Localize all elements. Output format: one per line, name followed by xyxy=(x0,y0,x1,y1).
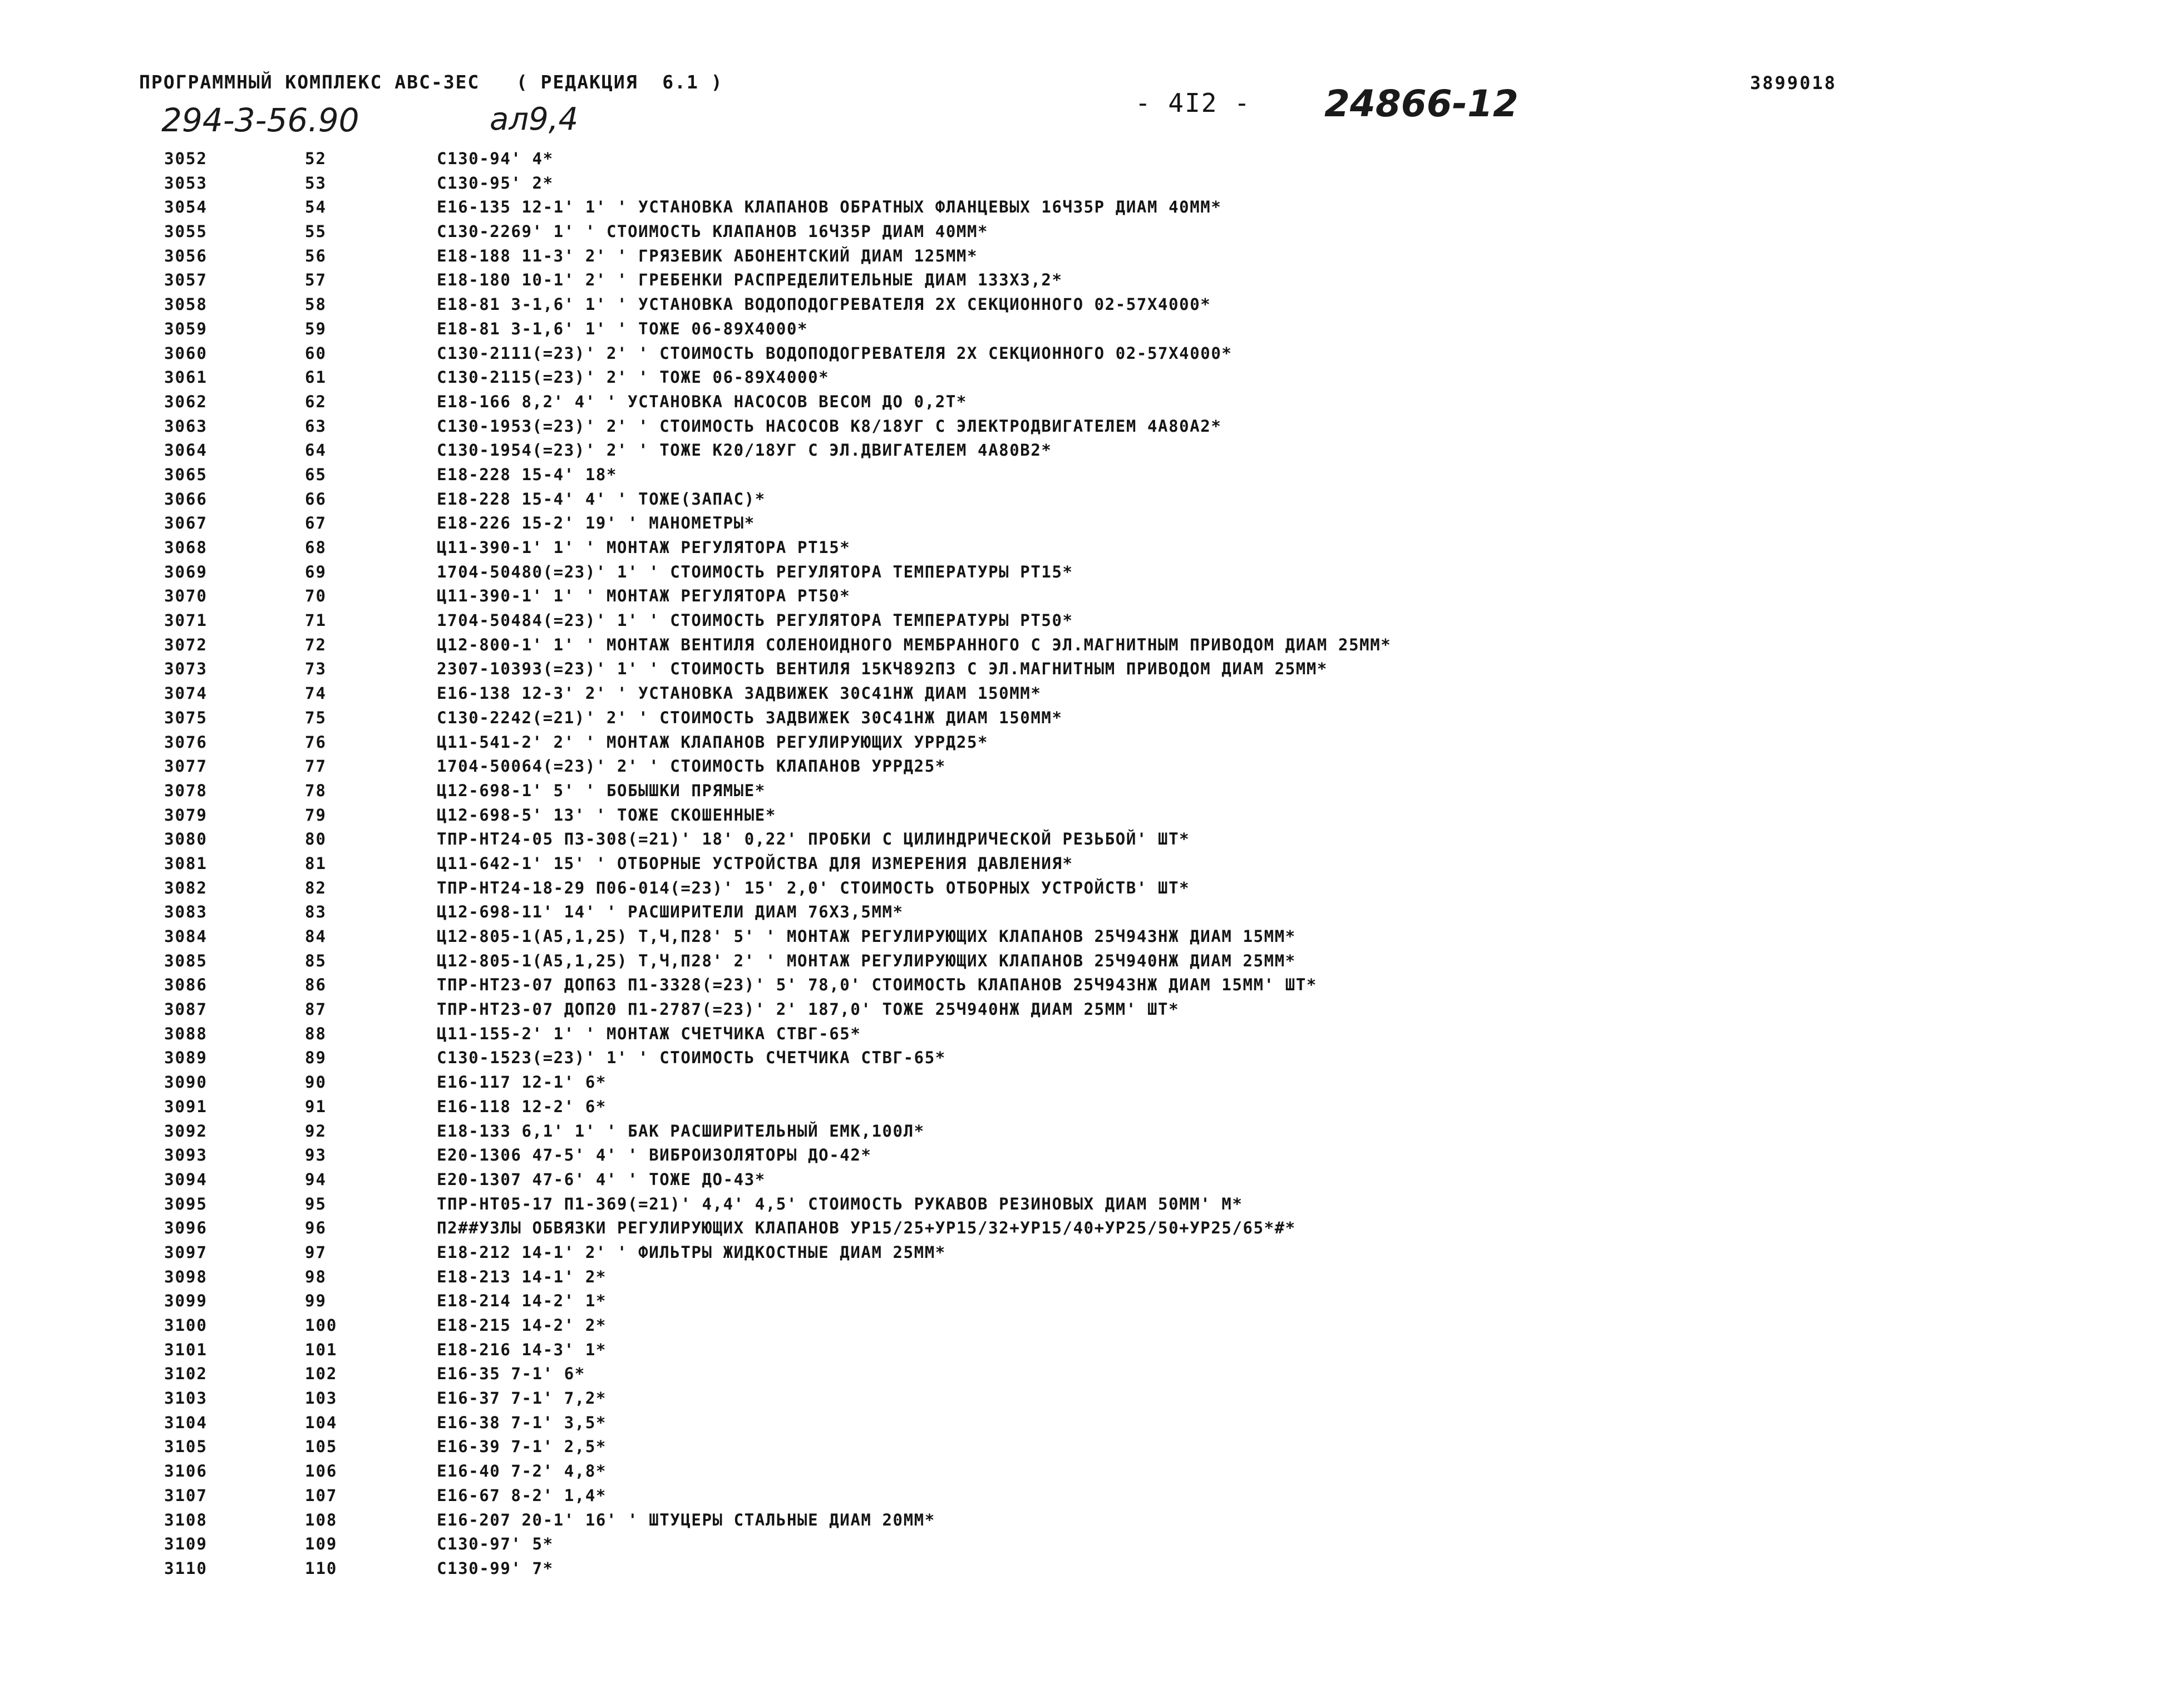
row-number: 3081 xyxy=(164,853,208,873)
row-number: 3054 xyxy=(164,198,208,217)
row-index: 60 xyxy=(305,343,327,363)
row-number: 3087 xyxy=(164,1000,208,1019)
listing-row xyxy=(0,754,2169,779)
row-text: Ц11-642-1' 15' ' ОТБОРНЫЕ УСТРОЙСТВА ДЛЯ ИЗМЕРЕНИЯ ДАВЛЕНИЯ* xyxy=(437,853,1073,873)
row-number: 3088 xyxy=(164,1024,208,1043)
row-text: Е18-228 15-4' 4' ' ТОЖЕ(ЗАПАС)* xyxy=(437,489,766,509)
row-text: Ц11-390-1' 1' ' МОНТАЖ РЕГУЛЯТОРА РТ50* xyxy=(437,586,851,606)
row-index: 68 xyxy=(305,538,327,557)
row-index: 93 xyxy=(305,1146,327,1165)
listing-row xyxy=(0,438,2169,463)
listing-row xyxy=(0,511,2169,536)
row-number: 3080 xyxy=(164,830,208,849)
row-number: 3101 xyxy=(164,1340,208,1359)
row-text: Е18-226 15-2' 19' ' МАНОМЕТРЫ* xyxy=(437,514,755,533)
listing-row xyxy=(0,1338,2169,1363)
row-text: Е18-216 14-3' 1* xyxy=(437,1340,607,1359)
listing-row xyxy=(0,779,2169,803)
row-index: 55 xyxy=(305,222,327,241)
row-text: Е16-39 7-1' 2,5* xyxy=(437,1437,607,1457)
row-number: 3076 xyxy=(164,732,208,752)
row-index: 105 xyxy=(305,1437,338,1457)
row-index: 96 xyxy=(305,1218,327,1238)
row-index: 89 xyxy=(305,1048,327,1068)
row-text: Е20-1306 47-5' 4' ' ВИБРОИЗОЛЯТОРЫ ДО-42* xyxy=(437,1146,872,1165)
row-index: 94 xyxy=(305,1169,327,1189)
row-text: Е20-1307 47-6' 4' ' ТОЖЕ ДО-43* xyxy=(437,1169,766,1189)
row-text: Ц11-155-2' 1' ' МОНТАЖ СЧЕТЧИКА СТВГ-65* xyxy=(437,1024,861,1043)
row-index: 108 xyxy=(305,1510,338,1529)
row-text: Е18-213 14-1' 2* xyxy=(437,1267,607,1286)
listing-rows xyxy=(0,147,2169,1581)
listing-row xyxy=(0,1192,2169,1217)
row-number: 3053 xyxy=(164,173,208,192)
listing-row xyxy=(0,949,2169,974)
listing-row xyxy=(0,1557,2169,1581)
row-number: 3109 xyxy=(164,1534,208,1554)
document-code: 3899018 xyxy=(1750,72,1837,93)
row-text: 1704-50484(=23)' 1' ' СТОИМОСТЬ РЕГУЛЯТОРА ТЕМПЕРАТУРЫ РТ50* xyxy=(437,611,1073,630)
program-title: ПРОГРАММНЫЙ КОМПЛЕКС АВС-3ЕС ( РЕДАКЦИЯ 6.1 ) xyxy=(139,71,723,93)
listing-row xyxy=(0,414,2169,439)
row-number: 3055 xyxy=(164,222,208,241)
row-index: 86 xyxy=(305,975,327,995)
listing-row xyxy=(0,803,2169,828)
row-number: 3077 xyxy=(164,757,208,776)
row-index: 97 xyxy=(305,1242,327,1262)
listing-row xyxy=(0,1143,2169,1168)
row-index: 64 xyxy=(305,441,327,460)
row-number: 3071 xyxy=(164,611,208,630)
listing-row xyxy=(0,1314,2169,1338)
row-number: 3058 xyxy=(164,295,208,314)
row-number: 3082 xyxy=(164,878,208,897)
row-text: Е18-81 3-1,6' 1' ' УСТАНОВКА ВОДОПОДОГРЕВАТЕЛЯ 2Х СЕКЦИОННОГО 02-57Х4000* xyxy=(437,295,1211,314)
row-number: 3092 xyxy=(164,1121,208,1141)
listing-row xyxy=(0,1386,2169,1411)
listing-row xyxy=(0,1241,2169,1265)
listing-row xyxy=(0,900,2169,925)
row-text: 1704-50480(=23)' 1' ' СТОИМОСТЬ РЕГУЛЯТОРА ТЕМПЕРАТУРЫ РТ15* xyxy=(437,562,1073,581)
listing-row xyxy=(0,657,2169,682)
row-index: 101 xyxy=(305,1340,338,1359)
listing-row xyxy=(0,487,2169,512)
row-text: Е16-67 8-2' 1,4* xyxy=(437,1485,607,1505)
row-number: 3060 xyxy=(164,343,208,363)
listing-row xyxy=(0,1046,2169,1070)
row-number: 3068 xyxy=(164,538,208,557)
listing-row xyxy=(0,171,2169,196)
row-text: Ц12-805-1(А5,1,25) Т,Ч,П28' 2' ' МОНТАЖ РЕГУЛИРУЮЩИХ КЛАПАНОВ 25Ч940НЖ ДИАМ 25ММ* xyxy=(437,951,1296,970)
row-text: Е18-180 10-1' 2' ' ГРЕБЕНКИ РАСПРЕДЕЛИТЕЛЬНЫЕ ДИАМ 133Х3,2* xyxy=(437,270,1063,290)
row-number: 3079 xyxy=(164,805,208,825)
listing-row xyxy=(0,195,2169,220)
row-number: 3093 xyxy=(164,1146,208,1165)
row-text: Ц11-541-2' 2' ' МОНТАЖ КЛАПАНОВ РЕГУЛИРУЮЩИХ УРРД25* xyxy=(437,732,989,752)
listing-row xyxy=(0,1435,2169,1459)
row-text: С130-2115(=23)' 2' ' ТОЖЕ 06-89Х4000* xyxy=(437,368,830,387)
handwritten-reference: 294-3-56.90 xyxy=(161,101,359,139)
listing-row xyxy=(0,244,2169,269)
row-index: 104 xyxy=(305,1413,338,1432)
row-number: 3074 xyxy=(164,684,208,703)
listing-row xyxy=(0,317,2169,342)
row-text: Е16-207 20-1' 16' ' ШТУЦЕРЫ СТАЛЬНЫЕ ДИАМ 20ММ* xyxy=(437,1510,935,1529)
listing-row xyxy=(0,1095,2169,1119)
row-index: 90 xyxy=(305,1073,327,1092)
row-text: Е16-38 7-1' 3,5* xyxy=(437,1413,607,1432)
handwritten-sheet: ал9,4 xyxy=(490,101,579,137)
row-index: 73 xyxy=(305,659,327,679)
row-number: 3108 xyxy=(164,1510,208,1529)
row-number: 3086 xyxy=(164,975,208,995)
row-text: С130-2269' 1' ' СТОИМОСТЬ КЛАПАНОВ 16Ч35Р ДИАМ 40ММ* xyxy=(437,222,989,241)
row-index: 72 xyxy=(305,635,327,654)
row-text: С130-1523(=23)' 1' ' СТОИМОСТЬ СЧЕТЧИКА СТВГ-65* xyxy=(437,1048,946,1068)
row-index: 74 xyxy=(305,684,327,703)
row-text: Е18-214 14-2' 1* xyxy=(437,1291,607,1311)
row-index: 76 xyxy=(305,732,327,752)
row-index: 75 xyxy=(305,708,327,727)
row-text: Е16-118 12-2' 6* xyxy=(437,1097,607,1116)
row-index: 102 xyxy=(305,1364,338,1384)
row-text: 1704-50064(=23)' 2' ' СТОИМОСТЬ КЛАПАНОВ УРРД25* xyxy=(437,757,946,776)
row-index: 84 xyxy=(305,927,327,946)
row-number: 3096 xyxy=(164,1218,208,1238)
row-index: 52 xyxy=(305,149,327,168)
listing-row xyxy=(0,1508,2169,1533)
row-number: 3073 xyxy=(164,659,208,679)
row-index: 83 xyxy=(305,902,327,922)
row-number: 3083 xyxy=(164,902,208,922)
listing-row xyxy=(0,1168,2169,1192)
row-text: Ц11-390-1' 1' ' МОНТАЖ РЕГУЛЯТОРА РТ15* xyxy=(437,538,851,557)
row-index: 71 xyxy=(305,611,327,630)
row-text: С130-2111(=23)' 2' ' СТОИМОСТЬ ВОДОПОДОГРЕВАТЕЛЯ 2Х СЕКЦИОННОГО 02-57Х4000* xyxy=(437,343,1233,363)
listing-row xyxy=(0,1265,2169,1290)
row-index: 78 xyxy=(305,781,327,800)
row-number: 3052 xyxy=(164,149,208,168)
row-index: 103 xyxy=(305,1389,338,1408)
listing-row xyxy=(0,560,2169,585)
row-index: 67 xyxy=(305,514,327,533)
row-index: 92 xyxy=(305,1121,327,1141)
row-number: 3066 xyxy=(164,489,208,509)
listing-row xyxy=(0,609,2169,633)
row-number: 3061 xyxy=(164,368,208,387)
row-index: 95 xyxy=(305,1194,327,1213)
row-index: 70 xyxy=(305,586,327,606)
row-text: С130-99' 7* xyxy=(437,1558,554,1578)
row-text: Е16-117 12-1' 6* xyxy=(437,1073,607,1092)
listing-row xyxy=(0,925,2169,949)
row-text: Е18-188 11-3' 2' ' ГРЯЗЕВИК АБОНЕНТСКИЙ ДИАМ 125ММ* xyxy=(437,246,978,265)
row-number: 3091 xyxy=(164,1097,208,1116)
row-number: 3063 xyxy=(164,416,208,436)
row-number: 3105 xyxy=(164,1437,208,1457)
row-text: Ц12-805-1(А5,1,25) Т,Ч,П28' 5' ' МОНТАЖ РЕГУЛИРУЮЩИХ КЛАПАНОВ 25Ч943НЖ ДИАМ 15ММ* xyxy=(437,927,1296,946)
row-index: 57 xyxy=(305,270,327,290)
listing-row xyxy=(0,633,2169,658)
row-index: 79 xyxy=(305,805,327,825)
row-number: 3089 xyxy=(164,1048,208,1068)
row-index: 99 xyxy=(305,1291,327,1311)
row-number: 3103 xyxy=(164,1389,208,1408)
listing-row xyxy=(0,1411,2169,1435)
row-number: 3100 xyxy=(164,1316,208,1335)
row-index: 85 xyxy=(305,951,327,970)
row-number: 3084 xyxy=(164,927,208,946)
listing-row xyxy=(0,973,2169,998)
row-index: 59 xyxy=(305,319,327,338)
listing-row xyxy=(0,706,2169,730)
row-text: ТПР-НТ24-05 П3-308(=21)' 18' 0,22' ПРОБКИ С ЦИЛИНДРИЧЕСКОЙ РЕЗЬБОЙ' ШТ* xyxy=(437,830,1190,849)
row-text: Ц12-698-11' 14' ' РАСШИРИТЕЛИ ДИАМ 76Х3,5ММ* xyxy=(437,902,904,922)
row-number: 3078 xyxy=(164,781,208,800)
listing-row xyxy=(0,1022,2169,1046)
row-number: 3098 xyxy=(164,1267,208,1286)
row-number: 3059 xyxy=(164,319,208,338)
listing-row xyxy=(0,1119,2169,1144)
row-index: 110 xyxy=(305,1558,338,1578)
row-text: Е16-40 7-2' 4,8* xyxy=(437,1462,607,1481)
row-text: С130-97' 5* xyxy=(437,1534,554,1554)
row-text: Е16-135 12-1' 1' ' УСТАНОВКА КЛАПАНОВ ОБРАТНЫХ ФЛАНЦЕВЫХ 16Ч35Р ДИАМ 40ММ* xyxy=(437,198,1222,217)
row-text: С130-1954(=23)' 2' ' ТОЖЕ К20/18УГ С ЭЛ.ДВИГАТЕЛЕМ 4А80В2* xyxy=(437,441,1052,460)
listing-row xyxy=(0,147,2169,171)
row-number: 3090 xyxy=(164,1073,208,1092)
row-text: ТПР-НТ23-07 ДОП20 П1-2787(=23)' 2' 187,0' ТОЖЕ 25Ч940НЖ ДИАМ 25ММ' ШТ* xyxy=(437,1000,1180,1019)
listing-row xyxy=(0,536,2169,560)
row-index: 63 xyxy=(305,416,327,436)
listing-row xyxy=(0,876,2169,901)
row-text: С130-2242(=21)' 2' ' СТОИМОСТЬ ЗАДВИЖЕК 30С41НЖ ДИАМ 150ММ* xyxy=(437,708,1063,727)
page-number: - 4I2 - xyxy=(1135,88,1251,118)
row-index: 69 xyxy=(305,562,327,581)
listing-row xyxy=(0,463,2169,487)
listing-row xyxy=(0,366,2169,390)
row-index: 53 xyxy=(305,173,327,192)
row-text: Е16-37 7-1' 7,2* xyxy=(437,1389,607,1408)
listing-row xyxy=(0,1216,2169,1241)
row-number: 3072 xyxy=(164,635,208,654)
listing-row xyxy=(0,998,2169,1022)
row-index: 62 xyxy=(305,392,327,411)
row-text: Ц12-698-1' 5' ' БОБЫШКИ ПРЯМЫЕ* xyxy=(437,781,766,800)
row-index: 109 xyxy=(305,1534,338,1554)
listing-row xyxy=(0,342,2169,366)
row-text: Е18-228 15-4' 18* xyxy=(437,465,618,484)
row-index: 88 xyxy=(305,1024,327,1043)
row-number: 3106 xyxy=(164,1462,208,1481)
row-number: 3065 xyxy=(164,465,208,484)
listing-row xyxy=(0,220,2169,244)
row-text: Е18-133 6,1' 1' ' БАК РАСШИРИТЕЛЬНЫЙ ЕМК,100Л* xyxy=(437,1121,925,1141)
listing-row xyxy=(0,827,2169,852)
row-index: 66 xyxy=(305,489,327,509)
row-text: ТПР-НТ05-17 П1-369(=21)' 4,4' 4,5' СТОИМОСТЬ РУКАВОВ РЕЗИНОВЫХ ДИАМ 50ММ' М* xyxy=(437,1194,1243,1213)
row-number: 3095 xyxy=(164,1194,208,1213)
row-text: С130-95' 2* xyxy=(437,173,554,192)
listing-row xyxy=(0,1289,2169,1314)
row-index: 77 xyxy=(305,757,327,776)
row-number: 3062 xyxy=(164,392,208,411)
row-number: 3064 xyxy=(164,441,208,460)
row-index: 87 xyxy=(305,1000,327,1019)
row-index: 58 xyxy=(305,295,327,314)
row-number: 3075 xyxy=(164,708,208,727)
row-number: 3070 xyxy=(164,586,208,606)
row-index: 91 xyxy=(305,1097,327,1116)
row-index: 80 xyxy=(305,830,327,849)
row-index: 100 xyxy=(305,1316,338,1335)
row-text: 2307-10393(=23)' 1' ' СТОИМОСТЬ ВЕНТИЛЯ 15КЧ892П3 С ЭЛ.МАГНИТНЫМ ПРИВОДОМ ДИАМ 25ММ* xyxy=(437,659,1328,679)
listing-row xyxy=(0,390,2169,414)
row-number: 3056 xyxy=(164,246,208,265)
row-text: П2##УЗЛЫ ОБВЯЗКИ РЕГУЛИРУЮЩИХ КЛАПАНОВ УР15/25+УР15/32+УР15/40+УР25/50+УР25/65*#* xyxy=(437,1218,1296,1238)
listing-row xyxy=(0,852,2169,876)
row-number: 3094 xyxy=(164,1169,208,1189)
row-number: 3085 xyxy=(164,951,208,970)
row-number: 3110 xyxy=(164,1558,208,1578)
row-number: 3099 xyxy=(164,1291,208,1311)
listing-row xyxy=(0,584,2169,609)
row-text: ТПР-НТ23-07 ДОП63 П1-3328(=23)' 5' 78,0' СТОИМОСТЬ КЛАПАНОВ 25Ч943НЖ ДИАМ 15ММ' ШТ* xyxy=(437,975,1317,995)
listing-row xyxy=(0,293,2169,317)
listing-row xyxy=(0,730,2169,755)
listing-row xyxy=(0,1362,2169,1386)
listing-row xyxy=(0,1459,2169,1484)
row-index: 82 xyxy=(305,878,327,897)
listing-row xyxy=(0,1484,2169,1508)
row-text: С130-94' 4* xyxy=(437,149,554,168)
listing-row xyxy=(0,1532,2169,1557)
row-number: 3057 xyxy=(164,270,208,290)
row-index: 61 xyxy=(305,368,327,387)
listing-row xyxy=(0,268,2169,293)
row-text: ТПР-НТ24-18-29 П06-014(=23)' 15' 2,0' СТОИМОСТЬ ОТБОРНЫХ УСТРОЙСТВ' ШТ* xyxy=(437,878,1190,897)
row-index: 65 xyxy=(305,465,327,484)
row-text: Ц12-698-5' 13' ' ТОЖЕ СКОШЕННЫЕ* xyxy=(437,805,776,825)
row-number: 3102 xyxy=(164,1364,208,1384)
row-index: 106 xyxy=(305,1462,338,1481)
row-text: Ц12-800-1' 1' ' МОНТАЖ ВЕНТИЛЯ СОЛЕНОИДНОГО МЕМБРАННОГО С ЭЛ.МАГНИТНЫМ ПРИВОДОМ ДИАМ 25ММ* xyxy=(437,635,1392,654)
handwritten-number: 24866-12 xyxy=(1324,82,1519,125)
row-text: Е18-212 14-1' 2' ' ФИЛЬТРЫ ЖИДКОСТНЫЕ ДИАМ 25ММ* xyxy=(437,1242,946,1262)
row-index: 81 xyxy=(305,853,327,873)
row-index: 107 xyxy=(305,1485,338,1505)
row-text: С130-1953(=23)' 2' ' СТОИМОСТЬ НАСОСОВ К8/18УГ С ЭЛЕКТРОДВИГАТЕЛЕМ 4А80А2* xyxy=(437,416,1222,436)
row-text: Е18-81 3-1,6' 1' ' ТОЖЕ 06-89Х4000* xyxy=(437,319,809,338)
row-number: 3107 xyxy=(164,1485,208,1505)
row-number: 3104 xyxy=(164,1413,208,1432)
row-index: 54 xyxy=(305,198,327,217)
row-text: Е18-215 14-2' 2* xyxy=(437,1316,607,1335)
row-text: Е18-166 8,2' 4' ' УСТАНОВКА НАСОСОВ ВЕСОМ ДО 0,2Т* xyxy=(437,392,967,411)
row-index: 98 xyxy=(305,1267,327,1286)
row-text: Е16-138 12-3' 2' ' УСТАНОВКА ЗАДВИЖЕК 30С41НЖ ДИАМ 150ММ* xyxy=(437,684,1042,703)
row-text: Е16-35 7-1' 6* xyxy=(437,1364,585,1384)
row-number: 3097 xyxy=(164,1242,208,1262)
row-number: 3067 xyxy=(164,514,208,533)
row-index: 56 xyxy=(305,246,327,265)
listing-row xyxy=(0,682,2169,706)
listing-row xyxy=(0,1070,2169,1095)
row-number: 3069 xyxy=(164,562,208,581)
